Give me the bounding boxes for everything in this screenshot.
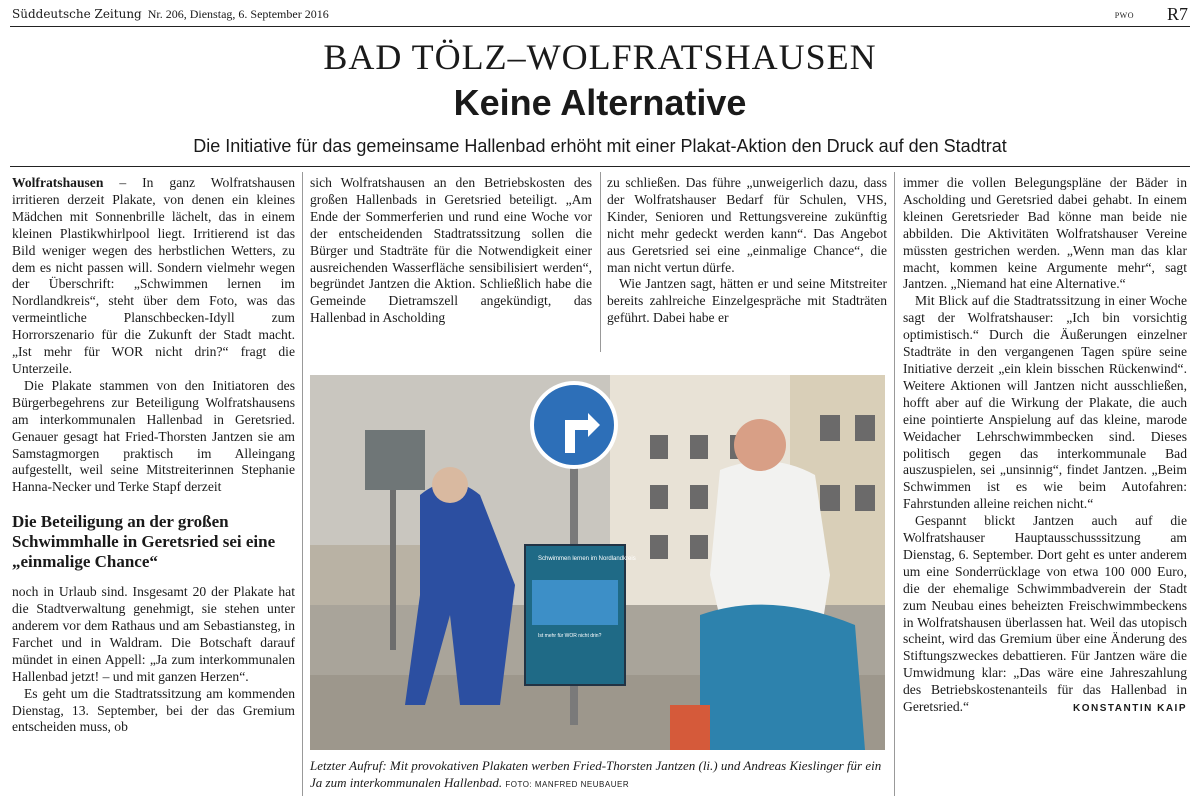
paragraph: Mit Blick auf die Stadtratssitzung in einer Woche sagt der Wolfratshauser: „Ich bin vorsichtig optimistisch.“ Durch die Äußerungen einzelner Stadträte in den vergangenen Tagen spüre seine Initiative derzeit „ein klein bisschen Rückenwind“. Weitere Aktionen will Jantzen nicht ausschließen, hofft aber auf die Wirkung der Plakate, die auch eine pointierte Anspielung auf das kleine, marode Weidacher Lehrschwimmbecken sind. Dieses politisch gegen das interkommunale Bad auszuspielen, sei „unsinnig“, findet Jantzen. „Beim Schwimmen ist es wie beim Autofahren: Fahrstunden alleine reichen nicht.“ [903,293,1187,512]
person-left-head [432,467,468,503]
article-column-4 [903,175,1187,795]
paragraph: Wolfratshausen – In ganz Wolfratshausen irritieren derzeit Plakate, von denen ein kleines Mädchen mit Sonnenbrille lächelt, das in einem kleinen Plastikwhirlpool liegt. Irritierend ist das Bild weniger wegen des herbstlichen Wetters, zu dem es nicht passen will. Sondern vielmehr wegen der Überschrift: „Schwimmen lernen im Nordlandkreis“, steht über dem Foto, was das vermeintliche Planschbecken-Idyll zum Horrorszenario für die Zukunft der Stadt macht. „Ist mehr für WOR nicht drin?“ fragt die Unterzeile. [12,175,295,376]
publication-line [12,7,329,22]
paragraph: immer die vollen Belegungspläne der Bäder in Ascholding und Geretsried dabei gehabt. In einem kleinen Geretsrieder Bad könne man beide nie abbilden. Die Aktivitäten Wolfratshauser Vereine müssten gestrichen werden. „Wenn man das klar macht, kommen keine Argumente mehr“, sagt Jantzen. „Niemand hat eine Alternative.“ [903,175,1187,292]
page-header [10,4,1190,27]
person-right-head [734,419,786,471]
photo-credit: FOTO: MANFRED NEUBAUER [505,779,630,789]
photo-illustration [310,375,885,750]
header-rule [10,166,1190,167]
edition-code: PWO [1114,11,1134,20]
rear-pole [390,490,396,650]
poster-subline: Ist mehr für WOR nicht drin? [538,633,602,639]
article-column-2 [310,175,592,350]
paragraph: Es geht um die Stadtratssitzung am kommenden Dienstag, 13. September, bei der das Gremium entscheiden muss, ob [12,685,295,735]
column-divider [302,172,303,796]
newspaper-name: Süddeutsche Zeitung [12,7,142,21]
section-title: BAD TÖLZ–WOLFRATSHAUSEN [323,37,877,77]
subheadline: Die Initiative für das gemeinsame Hallenbad erhöht mit einer Plakat-Aktion den Druck auf den Stadtrat [193,136,1007,156]
article-photo [310,375,885,750]
page-number: R7 [1166,4,1188,24]
article-column-1 [12,175,295,795]
caption-text: Letzter Aufruf: Mit provokativen Plakaten werben Fried-Thorsten Jantzen (li.) und Andreas Kieslinger für ein Ja zum interkommunalen Hallenbad. [310,758,882,790]
paragraph: noch in Urlaub sind. Insgesamt 20 der Plakate hat die Stadtverwaltung genehmigt, sie stehen unter anderem vor dem Rathaus und am Sebastiansteg, in Farchet und in Waldram. Die Botschaft darauf mündet in einen Appell: „Ja zum interkommunalen Hallenbad jetzt! – und mit ganzen Herzen“. [12,584,295,684]
article-column-3 [607,175,887,355]
paragraph: zu schließen. Das führe „unweigerlich dazu, dass der Wolfratshauser Bedarf für Schulen, VHS, Kinder, Senioren und Rettungsvereine zukünftig nicht mehr gedeckt werden kann“. Das Angebot aus Geretsried sei eine „einmalige Chance“, die man nicht vertun dürfe. [607,175,887,275]
rolled-poster [700,605,865,750]
poster-headline: Schwimmen lernen im Nordlandkreis [538,556,636,562]
issue-info: Nr. 206, Dienstag, 6. September 2016 [147,7,329,21]
poster-image [532,580,618,625]
column-divider [894,172,895,796]
bucket [670,705,710,750]
paragraph: Die Plakate stammen von den Initiatoren des Bürgerbegehrens zur Beteiligung Wolfratshausens am interkommunalen Hallenbad in Geretsried. Genauer gesagt hat Fried-Thorsten Jantzen sie am Samstagmorgen praktisch im Alleingang aufgestellt, weil seine Mitstreiterinnen Stephanie Hanna-Necker und Terke Stapf derzeit [12,377,295,495]
headline: Keine Alternative [453,82,747,123]
dateline: Wolfratshausen [12,175,104,190]
paragraph: Wie Jantzen sagt, hätten er und seine Mitstreiter bereits zahlreiche Einzelgespräche mit Stadträten geführt. Dabei habe er [607,276,887,326]
rear-sign [365,430,425,490]
photo-caption [310,758,888,793]
paragraph: Gespannt blickt Jantzen auch auf die Wolfratshauser Hauptausschusssitzung am Dienstag, 6. September. Dort geht es unter anderem um eine Sonderrücklage von etwa 100 000 Euro, die der ehemalige Schwimmbadverein der Stadt zum Neubau eines beheizten Freischwimmbeckens in Wolfratshausen überlassen hat. Weil das utopisch scheint, wird das Gremium über eine Änderung des Stiftungszweckes debattieren. Für Jantzen wäre die Umwidmung klar: „Das wäre eine Jahreszahlung des Betriebskostenanteils für das Hallenbad in Geretsried.“ KONSTANTIN KAIP [903,513,1187,716]
column-divider [600,172,601,352]
intertitle: Die Beteiligung an der großen Schwimmhalle in Geretsried sei eine „einmalige Chance“ [12,512,276,572]
author-byline: KONSTANTIN KAIP [1073,703,1187,715]
paragraph: sich Wolfratshausen an den Betriebskosten des großen Hallenbads in Geretsried beteiligt. „Am Ende der Sommerferien und rund eine Woche vor der entscheidenden Stadtratssitzung sollen die Bürger und Stadträte für die Notwendigkeit einer ausreichenden Wasserfläche sensibilisiert werden“, begründet Jantzen die Aktion. Schließlich habe die Gemeinde Dietramszell angekündigt, das Hallenbad in Ascholding [310,175,592,326]
